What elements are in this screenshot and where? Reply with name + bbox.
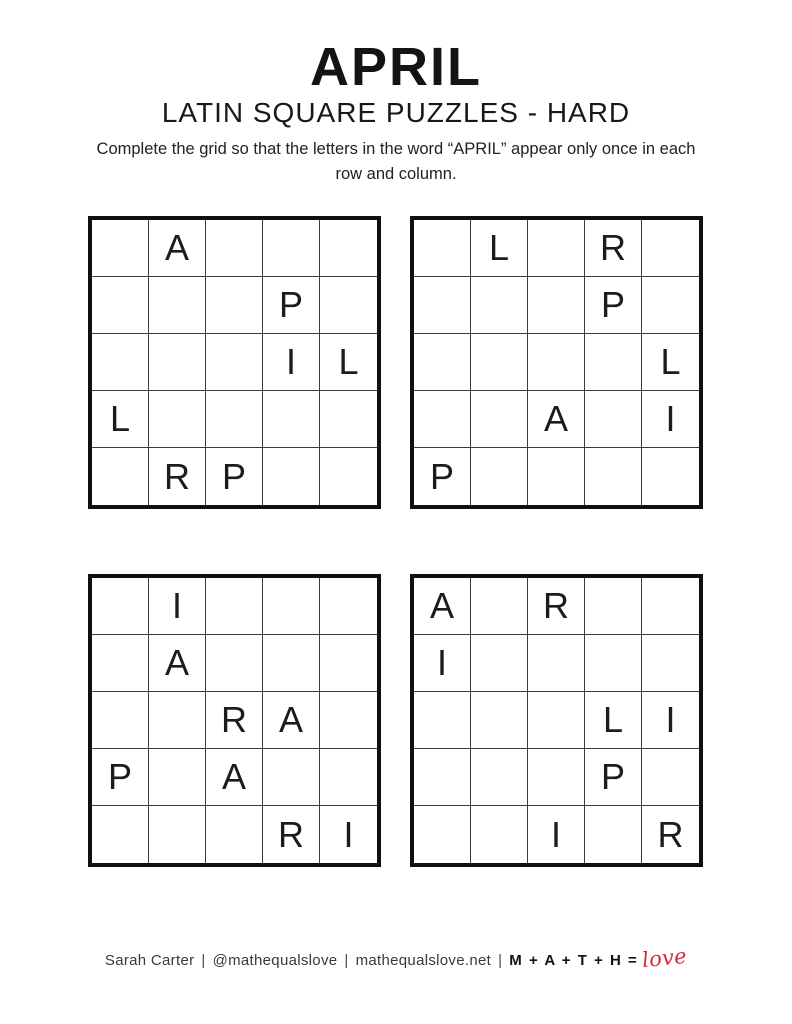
grid-cell-empty-r1c5[interactable] [320,220,377,277]
grid-cell-empty-r2c3[interactable] [206,635,263,692]
grid-cell-prefilled-r4c1: L [92,391,149,448]
grid-cell-prefilled-r1c2: L [471,220,528,277]
instructions-text: Complete the grid so that the letters in the word “APRIL” appear only once in each row and column. [96,140,696,183]
footer-brand-equation: M + A + T + H = [509,952,639,969]
grid-cell-empty-r5c4[interactable] [585,448,642,505]
grid-cell-prefilled-r2c4: P [585,277,642,334]
puzzle-grid-top-right [410,216,703,509]
grid-cell-empty-r2c4[interactable] [263,635,320,692]
grid-cell-prefilled-r3c5: I [642,692,699,749]
grid-cell-prefilled-r5c3: I [528,806,585,863]
grid-cell-empty-r2c1[interactable] [92,635,149,692]
grid-cell-prefilled-r5c2: R [149,448,206,505]
page-subtitle: LATIN SQUARE PUZZLES - HARD [161,97,631,128]
grid-cell-empty-r3c1[interactable] [92,692,149,749]
grid-cell-prefilled-r5c5: R [657,813,684,855]
grid-cell-empty-r5c4[interactable] [263,448,320,505]
grid-cell-empty-r4c2[interactable] [149,749,206,806]
grid-cell-empty-r3c3[interactable] [528,334,585,391]
grid-cell-empty-r3c3[interactable] [528,692,585,749]
grid-cell-empty-r3c1[interactable] [414,334,471,391]
grid-cell-empty-r1c4[interactable] [585,578,642,635]
grid-cell-empty-r3c2[interactable] [471,334,528,391]
grid-cell-empty-r4c5[interactable] [320,749,377,806]
grid-cell-empty-r1c1[interactable] [92,578,149,635]
grid-cell-empty-r1c5[interactable] [642,578,699,635]
page-title: APRIL [310,37,482,97]
grid-cell-prefilled-r1c2: I [149,578,206,635]
grid-cell-prefilled-r5c1: P [414,448,471,505]
grid-cell-empty-r4c5[interactable] [642,749,699,806]
puzzle-grid-top-left [88,216,381,509]
grid-cell-empty-r4c4[interactable] [263,391,320,448]
grid-cell-empty-r5c1[interactable] [92,806,149,863]
grid-cell-prefilled-r4c4: P [585,749,642,806]
grid-cell-empty-r1c1[interactable] [414,220,471,277]
grid-cell-prefilled-r3c5: L [642,334,699,391]
grid-cell-empty-r5c2[interactable] [471,448,528,505]
grid-cell-empty-r4c2[interactable] [471,749,528,806]
footer-separator: | [344,952,349,969]
grid-cell-empty-r2c2[interactable] [149,277,206,334]
puzzle-grid-bottom-left [88,574,381,867]
grid-cell-empty-r5c5[interactable] [320,448,377,505]
grid-cell-empty-r2c2[interactable] [471,277,528,334]
grid-cell-empty-r5c3[interactable] [206,806,263,863]
grid-cell-empty-r4c2[interactable] [471,391,528,448]
grid-cell-empty-r1c3[interactable] [206,220,263,277]
grid-cell-empty-r1c3[interactable] [528,220,585,277]
grid-cell-empty-r2c1[interactable] [414,277,471,334]
grid-cell-prefilled-r2c4: P [263,277,320,334]
grid-cell-empty-r2c3[interactable] [528,277,585,334]
grid-cell-prefilled-r4c1: P [92,749,149,806]
grid-cell-empty-r1c1[interactable] [92,220,149,277]
grid-cell-empty-r5c1[interactable] [414,806,471,863]
footer-separator: | [201,952,206,969]
grid-cell-prefilled-r3c4: I [263,334,320,391]
grid-cell-empty-r4c5[interactable] [320,391,377,448]
grid-cell-empty-r3c4[interactable] [585,334,642,391]
grid-cell-prefilled-r4c3: A [206,749,263,806]
footer-author: Sarah Carter [104,952,195,969]
grid-cell-empty-r3c2[interactable] [149,334,206,391]
grid-cell-prefilled-r5c4: R [263,806,320,863]
grid-cell-empty-r2c5[interactable] [642,277,699,334]
grid-cell-empty-r2c1[interactable] [92,277,149,334]
grid-cell-empty-r2c3[interactable] [206,277,263,334]
grid-cell-prefilled-r1c4: R [585,220,642,277]
grid-cell-prefilled-r2c1: I [414,635,471,692]
grid-cell-empty-r1c5[interactable] [320,578,377,635]
grid-cell-prefilled-r3c4: L [585,692,642,749]
grid-cell-empty-r2c5[interactable] [642,635,699,692]
grid-cell-empty-r3c3[interactable] [206,334,263,391]
grid-cell-prefilled-r5c5: I [343,813,354,855]
grid-cell-empty-r2c2[interactable] [471,635,528,692]
grid-cell-empty-r5c5[interactable] [642,448,699,505]
grid-cell-prefilled-r2c2: A [149,635,206,692]
grid-cell-empty-r1c4[interactable] [263,578,320,635]
grid-cell-empty-r5c1[interactable] [92,448,149,505]
grid-cell-empty-r5c2[interactable] [471,806,528,863]
grid-cell-empty-r5c3[interactable] [528,448,585,505]
grid-cell-empty-r2c5[interactable] [320,277,377,334]
grid-cell-empty-r1c4[interactable] [263,220,320,277]
grid-cell-prefilled-r3c4: A [263,692,320,749]
footer-separator: | [498,952,503,969]
grid-cell-empty-r3c1[interactable] [414,692,471,749]
footer-website-link: mathequalslove.net [355,952,492,969]
grid-cell-prefilled-r1c3: R [528,578,585,635]
grid-cell-empty-r4c1[interactable] [414,749,471,806]
grid-cell-empty-r5c2[interactable] [149,806,206,863]
grid-cell-prefilled-r3c5: L [320,334,377,391]
grid-cell-empty-r3c1[interactable] [92,334,149,391]
grid-cell-prefilled-r3c3: R [206,692,263,749]
footer-credit-line [0,943,792,973]
grid-cell-empty-r4c3[interactable] [528,749,585,806]
puzzle-grid-bottom-right [410,574,703,867]
grid-cell-prefilled-r1c1: A [414,578,471,635]
grid-cell-empty-r3c5[interactable] [320,692,377,749]
grid-cell-prefilled-r1c2: A [149,220,206,277]
grid-cell-empty-r3c2[interactable] [149,692,206,749]
grid-cell-empty-r2c4[interactable] [585,635,642,692]
grid-cell-empty-r4c3[interactable] [206,391,263,448]
footer-brand-love-script: love [641,943,689,973]
grid-cell-empty-r4c4[interactable] [585,391,642,448]
footer-social-handle: @mathequalslove [212,952,338,969]
grid-cell-empty-r4c4[interactable] [263,749,320,806]
grid-cell-prefilled-r4c3: A [528,391,585,448]
grid-cell-empty-r2c3[interactable] [528,635,585,692]
grid-cell-empty-r2c5[interactable] [320,635,377,692]
grid-cell-prefilled-r5c3: P [206,448,263,505]
grid-cell-empty-r1c3[interactable] [206,578,263,635]
grid-cell-empty-r1c5[interactable] [642,220,699,277]
grid-cell-empty-r1c2[interactable] [471,578,528,635]
grid-cell-empty-r4c2[interactable] [149,391,206,448]
grid-cell-prefilled-r4c5: I [642,391,699,448]
grid-cell-empty-r3c2[interactable] [471,692,528,749]
grid-cell-empty-r4c1[interactable] [414,391,471,448]
grid-cell-empty-r5c4[interactable] [585,806,642,863]
